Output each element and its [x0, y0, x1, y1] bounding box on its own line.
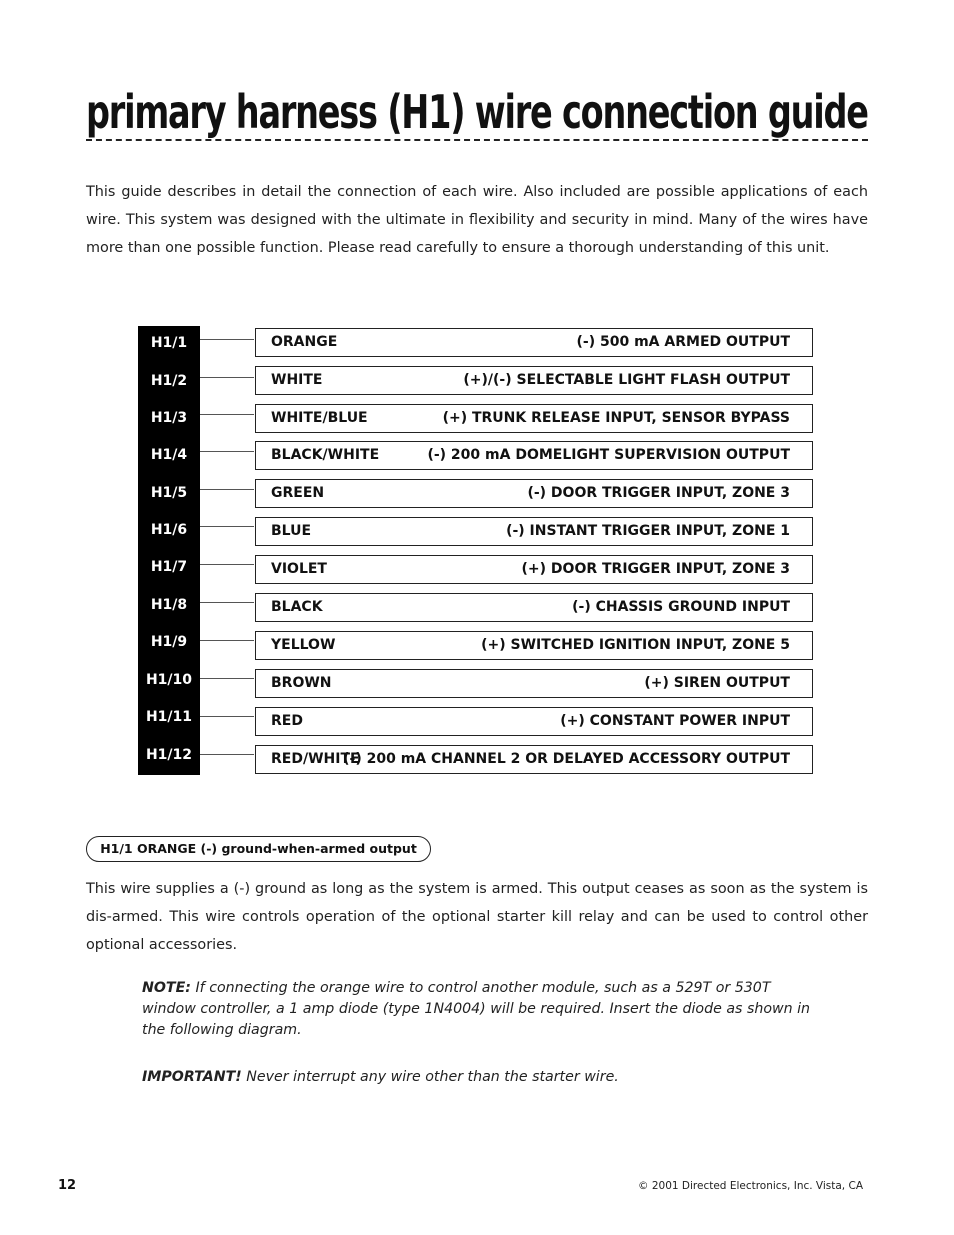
pin-label: H1/9 — [150, 634, 188, 650]
pin-label: H1/1 — [150, 335, 188, 351]
wire-row — [255, 707, 813, 736]
pin-label: H1/6 — [150, 522, 188, 538]
leader-line — [200, 339, 254, 340]
wire-color-label: YELLOW — [271, 637, 336, 653]
page-title: primary harness (H1) wire connection guide — [86, 85, 868, 139]
wire-function-label: (-) DOOR TRIGGER INPUT, ZONE 3 — [527, 485, 790, 501]
wire-color-label: ORANGE — [271, 334, 338, 350]
wire-row — [255, 404, 813, 433]
leader-line — [200, 489, 254, 490]
wire-color-label: VIOLET — [271, 561, 327, 577]
note-label: NOTE: — [142, 980, 191, 996]
wire-function-label: (-) 200 mA CHANNEL 2 OR DELAYED ACCESSORY OUTPUT — [343, 751, 790, 767]
wire-function-label: (+) DOOR TRIGGER INPUT, ZONE 3 — [521, 561, 790, 577]
pin-label: H1/4 — [150, 447, 188, 463]
leader-line — [200, 678, 254, 679]
wire-function-label: (+) CONSTANT POWER INPUT — [560, 713, 790, 729]
copyright-notice: © 2001 Directed Electronics, Inc. Vista, CA — [638, 1180, 863, 1192]
important-text: Never interrupt any wire other than the starter wire. — [246, 1069, 619, 1085]
wire-row — [255, 555, 813, 584]
important-label: IMPORTANT! — [142, 1069, 242, 1085]
note-text: If connecting the orange wire to control another module, such as a 529T or 530T window controller, a 1 amp diode (type 1N4004) will be required. Insert the diode as shown in the following diagram. — [142, 980, 811, 1038]
leader-line — [200, 716, 254, 717]
wire-function-label: (-) 200 mA DOMELIGHT SUPERVISION OUTPUT — [427, 447, 790, 463]
page-number: 12 — [58, 1178, 77, 1193]
leader-line — [200, 640, 254, 641]
wire-function-label: (-) INSTANT TRIGGER INPUT, ZONE 1 — [506, 523, 790, 539]
wire-function-label: (+) SWITCHED IGNITION INPUT, ZONE 5 — [481, 637, 790, 653]
leader-line — [200, 602, 254, 603]
pin-label: H1/5 — [150, 485, 188, 501]
wire-color-label: WHITE/BLUE — [271, 410, 368, 426]
wire-function-label: (-) 500 mA ARMED OUTPUT — [576, 334, 790, 350]
wire-color-label: BROWN — [271, 675, 332, 691]
wire-row — [255, 745, 813, 774]
leader-line — [200, 526, 254, 527]
title-underline — [86, 139, 868, 141]
wire-row — [255, 631, 813, 660]
wire-function-label: (-) CHASSIS GROUND INPUT — [572, 599, 790, 615]
wire-row — [255, 669, 813, 698]
note-paragraph — [142, 978, 812, 1041]
section-body: This wire supplies a (-) ground as long as the system is armed. This output ceases as soon as the system is dis-armed. This wire controls operation of the optional starter kill relay and can be used to control other optional accessories. — [86, 881, 868, 953]
wire-color-label: WHITE — [271, 372, 323, 388]
wire-color-label: GREEN — [271, 485, 325, 501]
leader-line — [200, 414, 254, 415]
wire-color-label: RED/WHITE — [271, 751, 360, 767]
pin-label: H1/8 — [150, 597, 188, 613]
wire-row — [255, 517, 813, 546]
leader-line — [200, 754, 254, 755]
pin-label-column — [138, 326, 200, 775]
important-paragraph — [142, 1067, 812, 1088]
wire-row — [255, 441, 813, 470]
wire-row — [255, 479, 813, 508]
leader-line — [200, 377, 254, 378]
wire-row — [255, 328, 813, 357]
pin-label: H1/10 — [145, 672, 193, 688]
wire-row — [255, 593, 813, 622]
wire-function-label: (+) SIREN OUTPUT — [644, 675, 790, 691]
wire-color-label: BLACK/WHITE — [271, 447, 380, 463]
pin-label: H1/12 — [145, 747, 193, 763]
intro-paragraph: This guide describes in detail the connection of each wire. Also included are possible applications of each wire. This system was designed with the ultimate in flexibility and security in mind. Many of the wires have more than one possible function. Please read carefully to ensure a thorough understanding of this unit. — [86, 184, 868, 256]
wire-color-label: RED — [271, 713, 303, 729]
pin-label: H1/2 — [150, 373, 188, 389]
section-heading: H1/1 ORANGE (-) ground-when-armed output — [86, 836, 431, 862]
pin-label: H1/3 — [150, 410, 188, 426]
pin-label: H1/11 — [145, 709, 193, 725]
wire-function-label: (+)/(-) SELECTABLE LIGHT FLASH OUTPUT — [463, 372, 790, 388]
wire-color-label: BLUE — [271, 523, 312, 539]
wire-function-label: (+) TRUNK RELEASE INPUT, SENSOR BYPASS — [442, 410, 790, 426]
wire-row — [255, 366, 813, 395]
wire-color-label: BLACK — [271, 599, 323, 615]
leader-line — [200, 564, 254, 565]
pin-label: H1/7 — [150, 559, 188, 575]
leader-line — [200, 451, 254, 452]
